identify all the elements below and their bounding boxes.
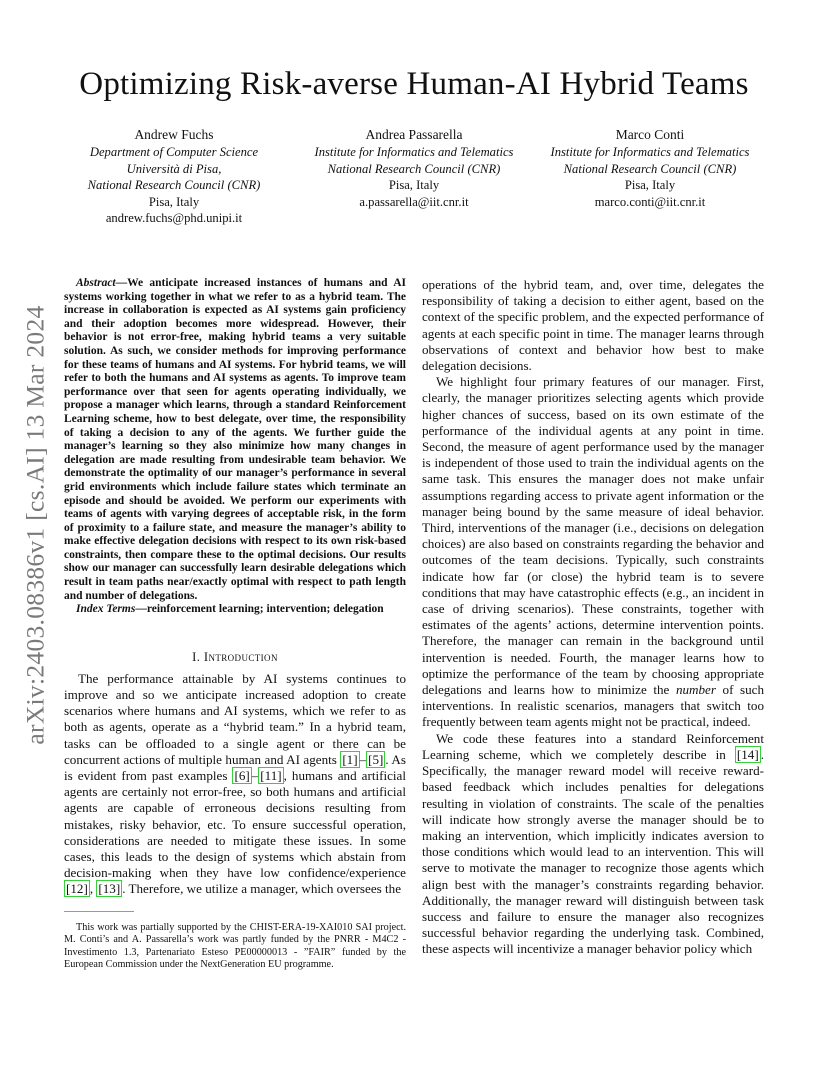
author-affiliation: National Research Council (CNR) [87, 178, 261, 193]
left-column [64, 277, 406, 898]
author-email: andrew.fuchs@phd.unipi.it [105, 211, 243, 226]
index-terms-text: —reinforcement learning; intervention; delegation [135, 603, 384, 616]
citation-link[interactable]: [14] [736, 746, 759, 762]
citation-link[interactable]: [5] [368, 751, 384, 767]
author-name: Marco Conti [615, 127, 685, 142]
footnote-rule [64, 911, 134, 912]
footnote: This work was partially supported by the CHIST-ERA-19-XAI010 SAI project. M. Conti’s and A. Passarella’s work was partly funded by the PNRR - M4C2 - Investimento 1.3, Partenariato Esteso PE00000013 - ”FAIR” funded by the European Commission under the NextGeneration EU programme. [64, 922, 406, 970]
abstract [64, 277, 406, 603]
author-location: Pisa, Italy [148, 194, 200, 209]
citation-link[interactable]: [1] [342, 751, 358, 767]
author-affiliation: National Research Council (CNR) [563, 161, 737, 176]
author-location: Pisa, Italy [388, 178, 440, 193]
section-numeral: I. [192, 649, 201, 664]
body-paragraph [422, 374, 764, 730]
index-terms [64, 603, 406, 617]
paper-title: Optimizing Risk-averse Human-AI Hybrid Teams [79, 66, 749, 102]
intro-text: . Therefore, we utilize a manager, which oversees the [122, 881, 402, 897]
intro-text: The performance attainable by AI systems continues to improve and so we anticipate increased adoption to create scenarios where humans and AI systems, which we refer to as both as agents, operate as a “hybrid team.” In a hybrid team, tasks can be offloaded to a single agent or there can be concurrent actions of multiple human and AI agents [64, 670, 406, 767]
citation-range-dash: – [359, 751, 367, 767]
index-terms-label: Index Terms [76, 603, 136, 616]
author-affiliation: National Research Council (CNR) [327, 161, 501, 176]
author-3 [520, 127, 780, 210]
intro-text: . As is evident from past examples [64, 751, 406, 784]
author-name: Andrea Passarella [365, 127, 463, 142]
author-email: marco.conti@iit.cnr.it [594, 194, 706, 209]
author-2 [284, 127, 544, 210]
author-affiliation: Institute for Informatics and Telematics [550, 145, 750, 159]
emphasis-text: number [675, 682, 716, 698]
intro-paragraph [64, 671, 406, 898]
body-text: of such interventions. In realistic scenarios, managers that switch too frequently between team agents might not be practical, indeed. [422, 682, 764, 730]
author-affiliation: Department of Computer Science [89, 145, 259, 159]
abstract-label: Abstract [76, 277, 116, 289]
intro-text: , humans and artificial agents are certainly not error-free, so both humans and artificial agents are capable of erroneous decisions resulting from mistakes, risky behavior, etc. To ensure successful operation, considerations are needed to mitigate these issues. In some cases, this leads to the design of systems which abstain from decision-making when they have low confidence/experience [64, 768, 406, 881]
section-title: Introduction [203, 649, 278, 664]
citation-link[interactable]: [11] [260, 768, 282, 784]
body-paragraph: operations of the hybrid team, and, over time, delegates the responsibility of taking a decision to either agent, based on the context of the specific problem, and the expected performance of agents at each specific point in time. The manager learns through observations of context and behavior how best to make delegation decisions. [422, 277, 764, 374]
arxiv-stamp: arXiv:2403.08386v1 [cs.AI] 13 Mar 2024 [21, 305, 51, 745]
author-1 [44, 127, 304, 227]
citation-link[interactable]: [12] [66, 881, 88, 897]
author-affiliation: Institute for Informatics and Telematics [314, 145, 514, 159]
abstract-text: —We anticipate increased instances of humans and AI systems working together in what we refer to as a hybrid team. The increase in collaboration is expected as AI systems gain proficiency and their adoption becomes more widespread. However, their behavior is not error-free, making hybrid teams a very suitable solution. As such, we consider methods for improving performance for these teams of humans and AI systems. For hybrid teams, we will refer to both the humans and AI systems as agents. To improve team performance over that seen for agents operating individually, we propose a manager which learns, through a standard Reinforcement Learning scheme, how to best delegate, over time, the responsibility of taking a decision to any of the agents. We further guide the manager’s learning so they also minimize how many changes in delegation are made resulting from undesirable team behavior. We demonstrate the optimality of our manager’s performance in several grid environments which include failure states which terminate an episode and should be avoided. We perform our experiments with teams of agents with varying degrees of acceptable risk, in the form of proximity to a failure state, and measure the manager’s ability to make effective delegation decisions with respect to its own risk-based constraints, then compare these to the optimal decisions. Our results show our manager can successfully learn desirable delegations which result in team paths near/exactly optimal with respect to path length and number of delegations. [64, 277, 406, 602]
body-text: . Specifically, the manager reward model will receive reward-based feedback which includes penalties for delegations resulting in violation of constraints. The scale of the penalties will indicate how strongly averse the manager should be to making an intervention, which implicitly indicates aversion to those conditions which would lead to an intervention. This will serve to motivate the manager to recognize those agents which align best with the manager’s constraints regarding behavior. Additionally, the manager reward will distinguish between task success and failure to ensure the manager also recognizes successful behavior regarding the underlying task. Combined, these aspects will incentivize a manager behavior policy which [422, 746, 764, 957]
body-paragraph [422, 731, 764, 958]
author-email: a.passarella@iit.cnr.it [359, 194, 469, 209]
citation-range-dash: – [251, 768, 259, 784]
citation-link[interactable]: [13] [98, 881, 121, 897]
citation-separator: , [89, 881, 97, 897]
citation-link[interactable]: [6] [234, 768, 250, 784]
author-name: Andrew Fuchs [134, 127, 214, 142]
section-heading [64, 650, 406, 665]
right-column [422, 277, 764, 958]
author-affiliation: Università di Pisa, [126, 161, 222, 176]
body-text: We highlight four primary features of our manager. First, clearly, the manager prioritizes selecting agents which provide higher chances of success, based on its own estimate of the performance of the individual agents at any point in time. Second, the measure of agent performance used by the manager is independent of those used to train the individual agents on the same task. This ensures the manager does not make unfair assumptions regarding access to private agent information or the manager being bound by the same measure of ideal behavior. Third, interventions of the manager (i.e., decisions on delegation choices) are also based on constraints regarding the behavior and outcomes of the team decisions. Typically, such constraints indicate how far (or close) the hybrid team is to severe conditions that may have catastrophic effects (e.g., an incident in case of driving scenarios). These constraints, together with estimates of the agents’ actions, determine intervention points. Therefore, the manager can remain in the background until intervention is needed. Fourth, the manager learns how to optimize the performance of the team by choosing appropriate delegations and learns how to minimize the [422, 374, 764, 698]
author-location: Pisa, Italy [624, 178, 676, 193]
body-text: We code these features into a standard Reinforcement Learning scheme, which we completely describe in [422, 730, 764, 762]
author-block [64, 127, 764, 227]
